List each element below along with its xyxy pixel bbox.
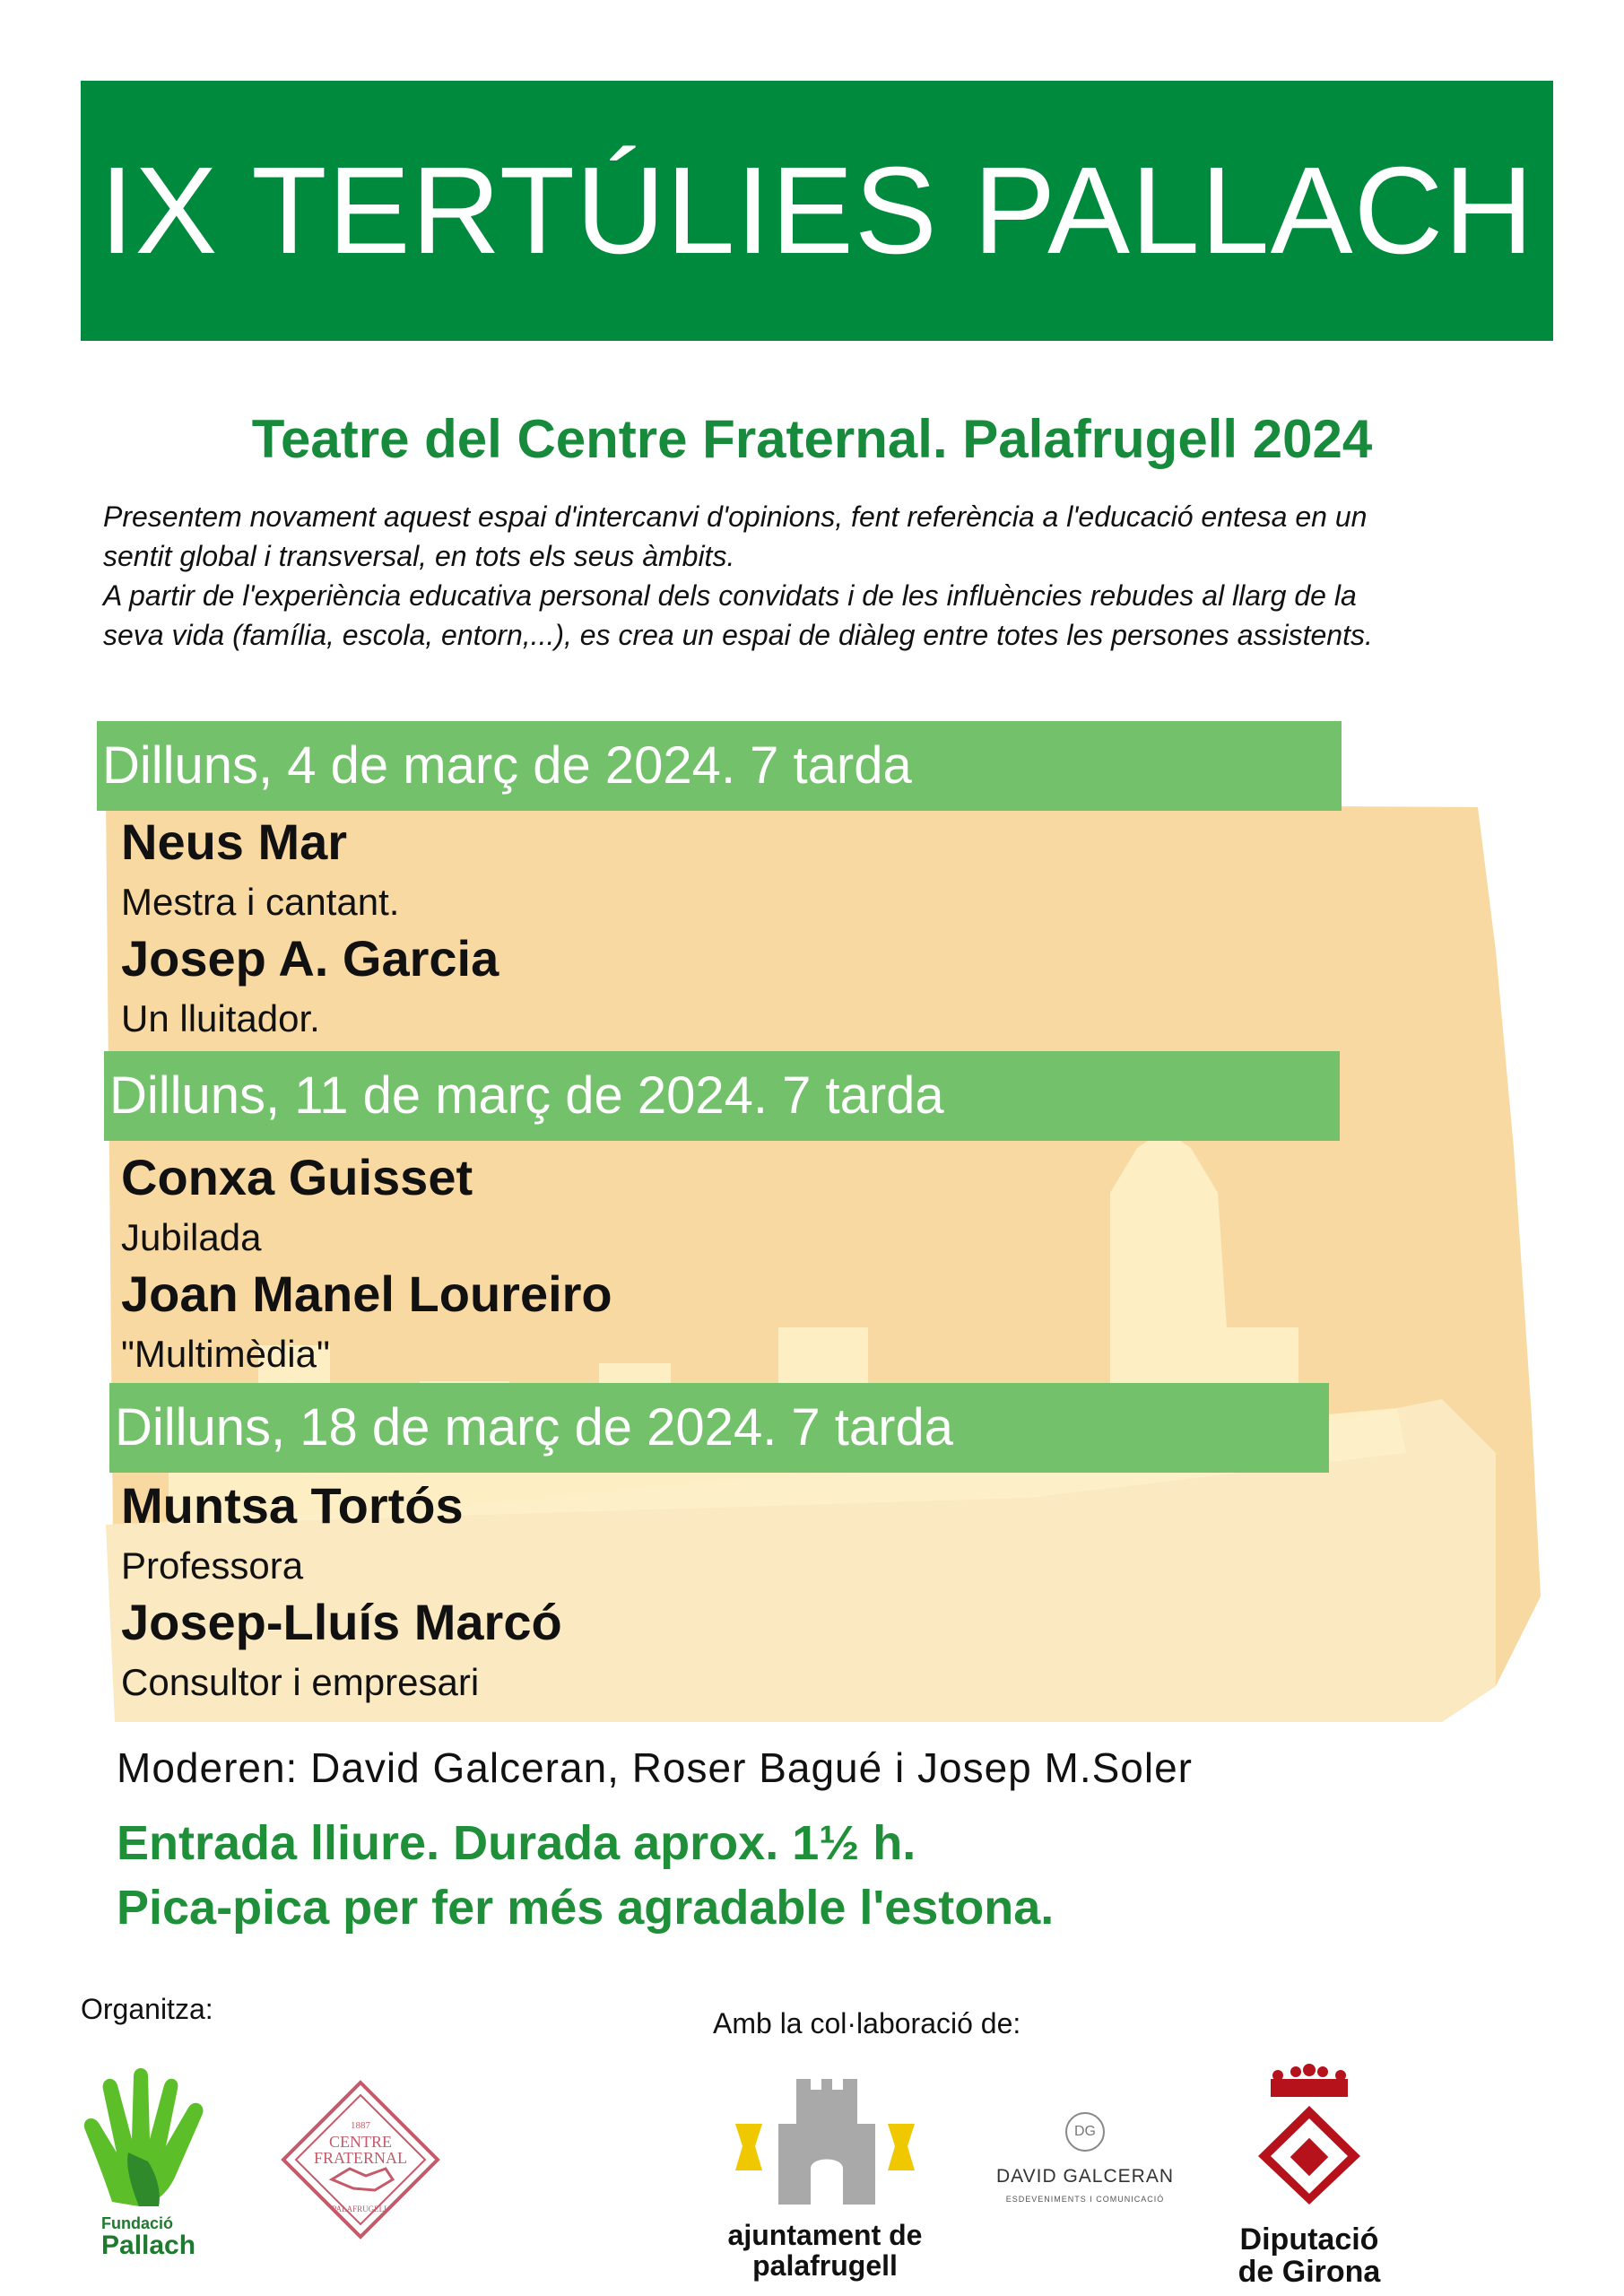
hand-icon bbox=[76, 2067, 233, 2211]
guest-name: Conxa Guisset bbox=[121, 1149, 473, 1205]
venue-subtitle: Teatre del Centre Fraternal. Palafrugell 2024 bbox=[251, 409, 1373, 469]
crowned-shield-icon bbox=[1233, 2063, 1385, 2206]
guest-role: Professora bbox=[121, 1544, 304, 1587]
centre-line-1: CENTRE bbox=[329, 2133, 392, 2151]
fundacio-small-text: Fundació bbox=[101, 2214, 173, 2232]
guest-role: Consultor i empresari bbox=[121, 1661, 480, 1703]
intro-line-1: Presentem novament aquest espai d'intercanvi d'opinions, fent referència a l'educació entesa en un bbox=[103, 500, 1368, 533]
guest-name: Joan Manel Loureiro bbox=[121, 1265, 612, 1322]
title-banner bbox=[81, 81, 1553, 341]
diputacio-line-1: Diputació bbox=[1239, 2222, 1379, 2257]
session-date-1: Dilluns, 4 de març de 2024. 7 tarda bbox=[97, 721, 1342, 811]
session-date-2: Dilluns, 11 de març de 2024. 7 tarda bbox=[104, 1051, 1340, 1141]
intro-line-2: sentit global i transversal, en tots els seus àmbits. bbox=[103, 540, 735, 572]
moderators-text: Moderen: David Galceran, Roser Bagué i Josep M.Soler bbox=[117, 1744, 1194, 1791]
diputacio-line-2: de Girona bbox=[1238, 2255, 1381, 2289]
collaboration-label: Amb la col·laboració de: bbox=[713, 2007, 1021, 2039]
guest-role: Mestra i cantant. bbox=[121, 881, 400, 923]
david-galceran-logo bbox=[986, 2112, 1184, 2220]
ajuntament-palafrugell-logo bbox=[708, 2070, 942, 2285]
centre-town: PALAFRUGELL bbox=[332, 2205, 389, 2213]
guest-name: Neus Mar bbox=[121, 813, 348, 870]
guest-role: Jubilada bbox=[121, 1216, 262, 1258]
guest-role: "Multimèdia" bbox=[121, 1333, 330, 1375]
diputacio-girona-logo bbox=[1233, 2063, 1385, 2287]
castle-tower-icon bbox=[708, 2070, 942, 2205]
dg-name: DAVID GALCERAN bbox=[996, 2166, 1174, 2187]
dg-tagline: ESDEVENIMENTS I COMUNICACIÓ bbox=[1005, 2195, 1165, 2204]
guest-name: Josep-Lluís Marcó bbox=[121, 1594, 562, 1650]
snack-info: Pica-pica per fer més agradable l'estona. bbox=[117, 1881, 1055, 1935]
entry-info: Entrada lliure. Durada aprox. 1½ h. bbox=[117, 1816, 916, 1870]
guest-role: Un lluitador. bbox=[121, 997, 320, 1039]
ajuntament-line-1: ajuntament de bbox=[727, 2219, 923, 2251]
centre-fraternal-logo bbox=[280, 2079, 441, 2240]
dg-monogram-icon: DG bbox=[1065, 2112, 1105, 2152]
ajuntament-line-2: palafrugell bbox=[752, 2249, 898, 2282]
fundacio-pallach-logo bbox=[76, 2067, 233, 2274]
guest-name: Josep A. Garcia bbox=[121, 930, 499, 987]
centre-year: 1887 bbox=[351, 2120, 370, 2131]
intro-line-3: A partir de l'experiència educativa personal dels convidats i de les influències rebudes al llarg de la bbox=[103, 579, 1357, 612]
fundacio-big-text: Pallach bbox=[101, 2231, 196, 2260]
page-title: IX TERTÚLIES PALLACH bbox=[100, 141, 1534, 280]
guest-name: Muntsa Tortós bbox=[121, 1477, 464, 1534]
intro-line-4: seva vida (família, escola, entorn,...), es crea un espai de diàleg entre totes les persones assistents. bbox=[103, 619, 1373, 651]
organizers-label: Organitza: bbox=[81, 1993, 213, 2025]
session-date-3: Dilluns, 18 de març de 2024. 7 tarda bbox=[109, 1383, 1329, 1473]
centre-line-2: FRATERNAL bbox=[313, 2149, 407, 2167]
